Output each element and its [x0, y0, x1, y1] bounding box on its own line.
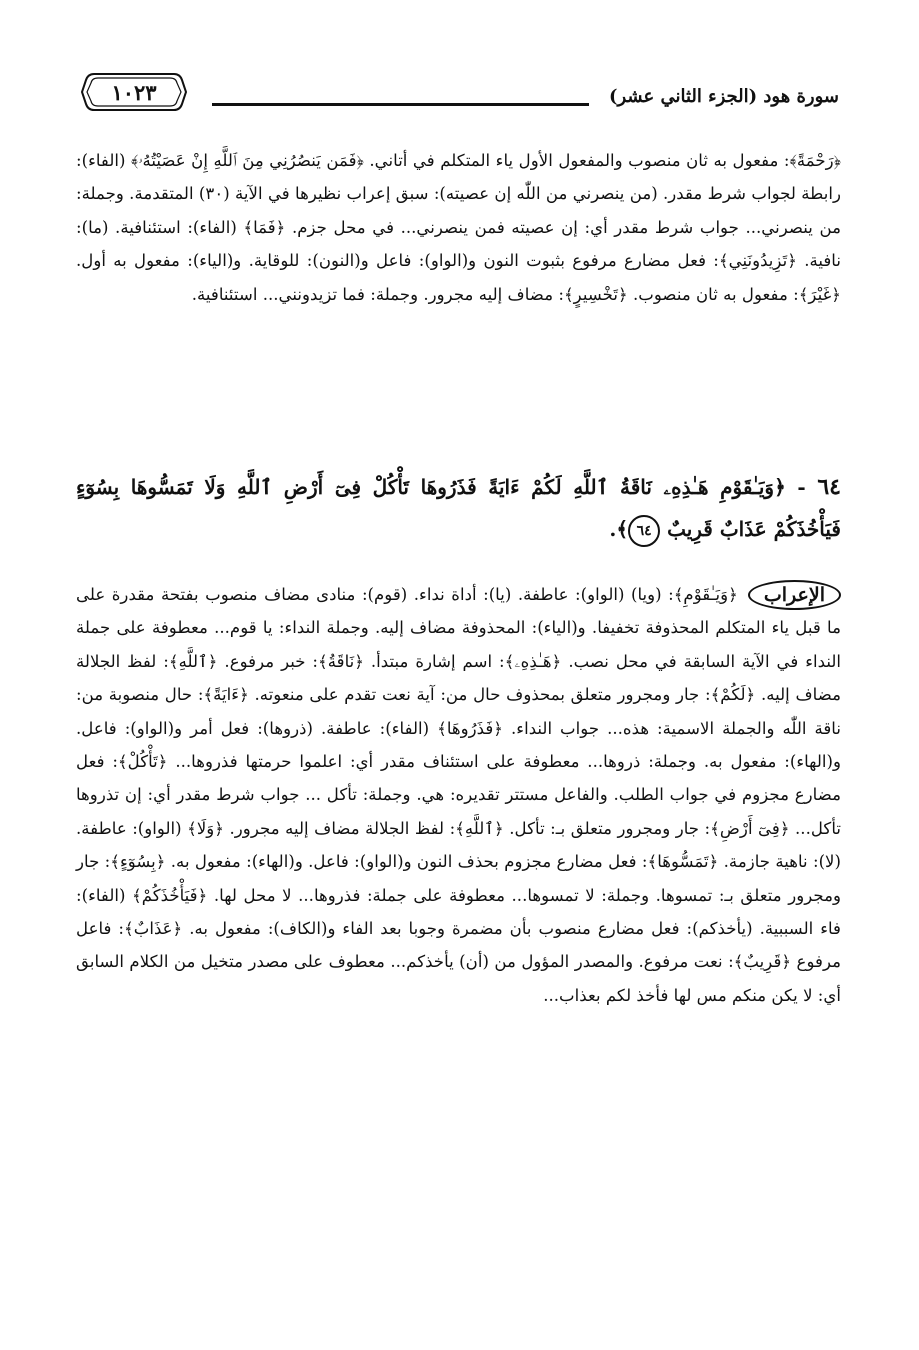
running-title: سورة هود (الجزء الثاني عشر): [608, 86, 839, 107]
page-number-ornament: [80, 70, 188, 114]
irab-label: الإعراب: [748, 580, 841, 610]
verse-text: ﴿وَيَـٰقَوْمِ هَـٰذِهِۦ نَاقَةُ ٱللَّهِ لَكُمْ ءَايَةً فَذَرُوهَا تَأْكُلْ فِىٓ أَرْضِ ٱللَّهِ وَلَا تَمَسُّوهَا بِسُوٓءٍ فَيَأْخُذَكُمْ عَذَابٌ قَرِيبٌ: [76, 475, 841, 541]
irab-paragraph: [76, 578, 841, 1012]
verse-number: ٦٤: [817, 474, 841, 500]
page-header: [80, 70, 839, 122]
header-rule: [212, 103, 589, 106]
verse-dash: -: [797, 475, 806, 499]
page-number: ١٠٢٣: [111, 80, 157, 105]
ayah-end-marker: ٦٤: [628, 515, 660, 547]
verse-closing: ﴾.: [609, 517, 629, 541]
quran-verse: [76, 466, 841, 550]
irab-text: ﴿وَيَـٰقَوْمِ﴾: (ويا) (الواو): عاطفة. (يا): أداة نداء. (قوم): منادى مضاف منصوب بفتحة مقدرة على ما قبل ياء المتكلم المحذوفة تخفيفا. و(الياء): المحذوفة مضاف إليه. وجملة النداء: يا قوم... معطوفة على جملة النداء في الآية السابقة في محل نصب. ﴿هَـٰذِهِۦ﴾: اسم إشارة مبتدأ. ﴿نَاقَةُ﴾: خبر مرفوع. ﴿ٱللَّهِ﴾: لفظ الجلالة مضاف إليه. ﴿لَكُمْ﴾: جار ومجرور متعلق بمحذوف حال من: آية نعت تقدم على منعوته. ﴿ءَايَةً﴾: حال منصوبة من: ناقة اللّٰه والجملة الاسمية: هذه... جواب النداء. ﴿فَذَرُوهَا﴾ (الفاء): عاطفة. (ذروها): فعل أمر و(الواو): فاعل. و(الهاء): مفعول به. وجملة: ذروها... معطوفة على استئناف مقدر أي: اعلموا حرمتها فذروها... ﴿تَأْكُلْ﴾: فعل مضارع مجزوم في جواب الطلب. والفاعل مستتر تقديره: هي. وجملة: تأكل ... جواب شرط مقدر أي: إن تذروها تأكل... ﴿فِىٓ أَرْضِ﴾: جار ومجرور متعلق بـ: تأكل. ﴿ٱللَّهِ﴾: لفظ الجلالة مضاف إليه مجرور. ﴿وَلَا﴾ (الواو): عاطفة. (لا): ناهية جازمة. ﴿تَمَسُّوهَا﴾: فعل مضارع مجزوم بحذف النون و(الواو): فاعل. و(الهاء): مفعول به. ﴿بِسُوٓءٍ﴾: جار ومجرور متعلق بـ: تمسوها. وجملة: لا تمسوها... معطوفة على جملة: فذروها... لا محل لها. ﴿فَيَأْخُذَكُمْ﴾ (الفاء): فاء السببية. (يأخذكم): فعل مضارع منصوب بأن مضمرة وجوبا بعد الفاء و(الكاف): مفعول به. ﴿عَذَابٌ﴾: فاعل مرفوع ﴿قَرِيبٌ﴾: نعت مرفوع. والمصدر المؤول من (أن) يأخذكم... معطوف على مصدر متخيل من الكلام السابق أي: لا يكن منكم مس لها فأخذ لكم بعذاب...: [76, 585, 841, 1005]
irab-paragraph-previous: ﴿رَحْمَةً﴾: مفعول به ثان منصوب والمفعول الأول ياء المتكلم في أتاني. ﴿فَمَن يَنصُرُنِي مِنَ ٱللَّهِ إِنْ عَصَيْتُهُۥ﴾ (الفاء): رابطة لجواب شرط مقدر. (من ينصرني من اللّٰه إن عصيته): سبق إعراب نظيرها في الآية (٣٠) المتقدمة. وجملة: من ينصرني... جواب شرط مقدر أي: إن عصيته فمن ينصرني... في محل جزم. ﴿فَمَا﴾ (الفاء): استئنافية. (ما): نافية. ﴿تَزِيدُونَنِي﴾: فعل مضارع مرفوع بثبوت النون و(الواو): فاعل و(النون): للوقاية. و(الياء): مفعول به أول. ﴿غَيْرَ﴾: مفعول به ثان منصوب. ﴿تَخْسِيرٍ﴾: مضاف إليه مجرور. وجملة: فما تزيدونني... استئنافية.: [76, 151, 841, 304]
